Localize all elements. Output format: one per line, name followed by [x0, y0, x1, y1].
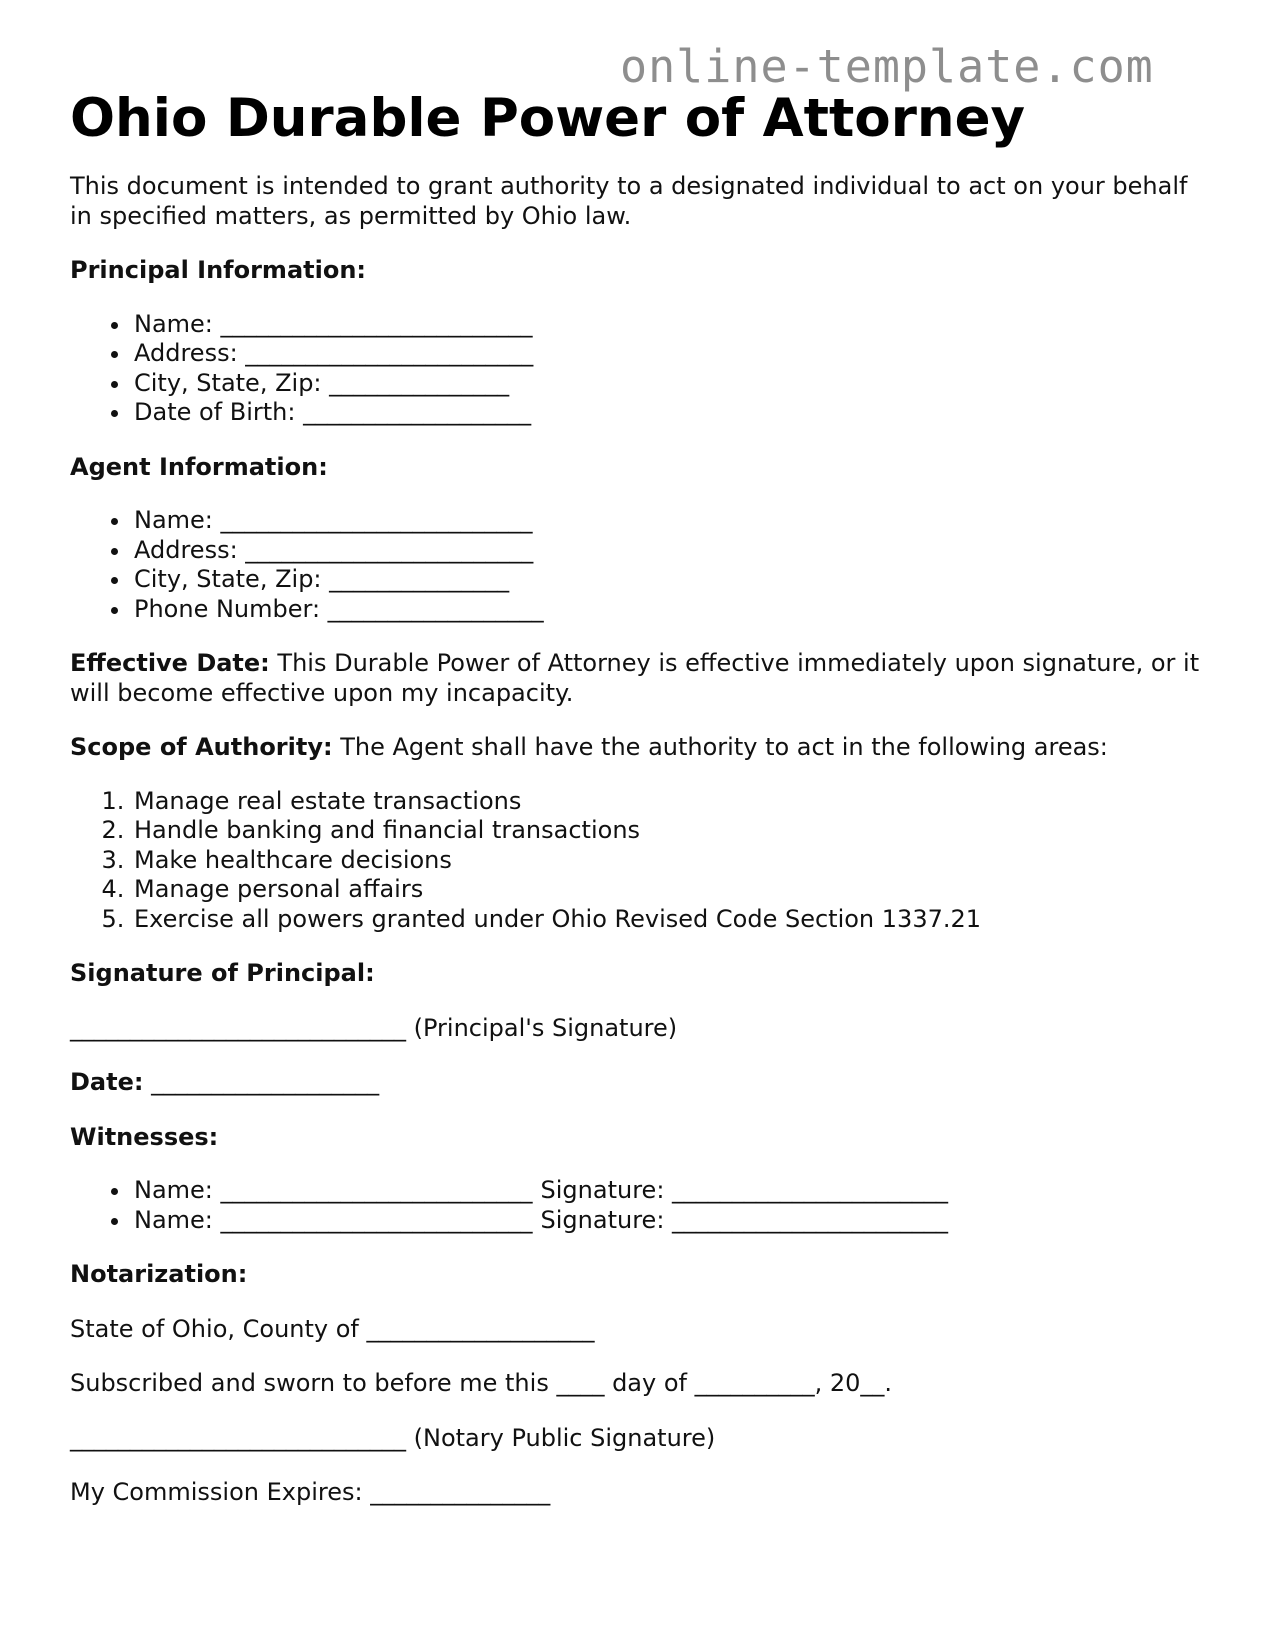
- scope-list: [70, 787, 1210, 935]
- principal-name-field[interactable]: • Name: __________________________: [132, 310, 1210, 340]
- scope-label: Scope of Authority:: [70, 733, 333, 761]
- document-body: [70, 86, 1210, 1508]
- scope-item: 5. Exercise all powers granted under Ohio Revised Code Section 1337.21: [132, 905, 1210, 935]
- scope-text: The Agent shall have the authority to act in the following areas:: [332, 733, 1108, 761]
- principal-heading: Principal Information:: [70, 256, 367, 284]
- agent-fields: [70, 506, 1210, 624]
- scope-item: 1. Manage real estate transactions: [132, 787, 1210, 817]
- signature-date-label: Date:: [70, 1068, 144, 1096]
- witness-name-field[interactable]: Name: __________________________: [134, 1176, 533, 1204]
- witnesses-heading: Witnesses:: [70, 1122, 219, 1151]
- notary-signature-line[interactable]: ____________________________ (Notary Public Signature): [70, 1423, 716, 1452]
- agent-phone-field[interactable]: • Phone Number: __________________: [132, 595, 1210, 625]
- notary-commission-line[interactable]: My Commission Expires: _______________: [70, 1478, 551, 1506]
- witness-row: [132, 1176, 1210, 1206]
- scope-paragraph: [70, 733, 1210, 763]
- signature-date-line[interactable]: [70, 1068, 1210, 1098]
- effective-date-label: Effective Date:: [70, 649, 270, 677]
- scope-item: 4. Manage personal affairs: [132, 875, 1210, 905]
- signature-date-blank[interactable]: ___________________: [143, 1068, 380, 1096]
- principal-city-state-zip-field[interactable]: • City, State, Zip: _______________: [132, 369, 1210, 399]
- witness-name-field[interactable]: Name: __________________________: [134, 1205, 533, 1234]
- effective-date-text: This Durable Power of Attorney is effective immediately upon signature, or it will become effective upon my incapacity.: [70, 649, 1200, 707]
- agent-city-state-zip-field[interactable]: • City, State, Zip: _______________: [132, 565, 1210, 595]
- signature-heading: Signature of Principal:: [70, 959, 375, 987]
- scope-item: 3. Make healthcare decisions: [132, 846, 1210, 876]
- effective-date-paragraph: [70, 649, 1210, 708]
- witness-row: [132, 1206, 1210, 1236]
- principal-fields: [70, 310, 1210, 428]
- agent-address-field[interactable]: • Address: ________________________: [132, 536, 1210, 566]
- notary-county-line[interactable]: State of Ohio, County of ___________________: [70, 1314, 595, 1343]
- principal-dob-field[interactable]: • Date of Birth: ___________________: [132, 398, 1210, 428]
- witness-signature-field[interactable]: Signature: _______________________: [540, 1176, 949, 1204]
- agent-heading: Agent Information:: [70, 452, 328, 481]
- principal-signature-line[interactable]: ____________________________ (Principal's Signature): [70, 1013, 678, 1042]
- witnesses-list: [70, 1176, 1210, 1235]
- watermark: online-template.com: [620, 40, 1154, 93]
- notary-sworn-line[interactable]: Subscribed and sworn to before me this ____ day of __________, 20__.: [70, 1369, 893, 1397]
- intro-paragraph: This document is intended to grant authority to a designated individual to act on your behalf in specified matters, as permitted by Ohio law.: [70, 172, 1188, 230]
- principal-address-field[interactable]: • Address: ________________________: [132, 339, 1210, 369]
- scope-item: 2. Handle banking and financial transactions: [132, 816, 1210, 846]
- witness-signature-field[interactable]: Signature: _______________________: [540, 1205, 949, 1234]
- agent-name-field[interactable]: • Name: __________________________: [132, 506, 1210, 536]
- notarization-heading: Notarization:: [70, 1260, 248, 1288]
- document-title: Ohio Durable Power of Attorney: [70, 88, 1026, 149]
